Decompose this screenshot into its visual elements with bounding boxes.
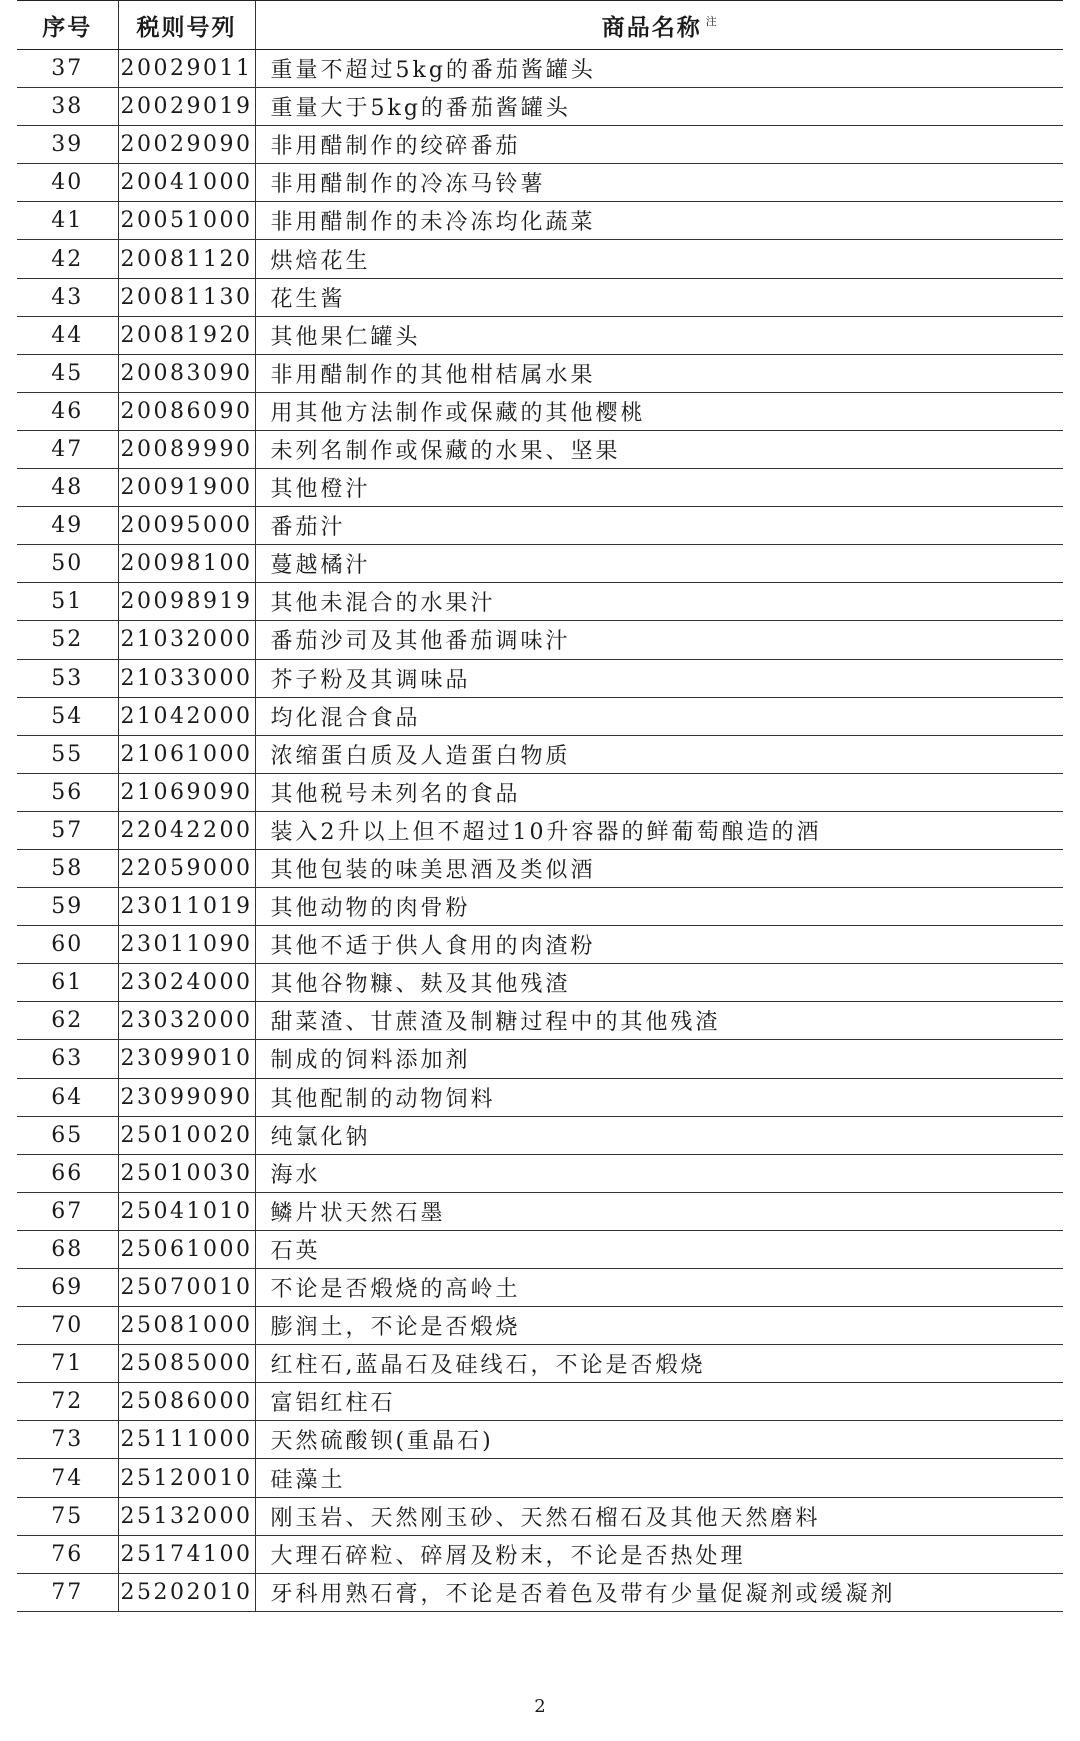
row-name-cell: 其他税号未列名的食品 (255, 773, 1063, 811)
row-name-cell: 其他谷物糠、麸及其他残渣 (255, 964, 1063, 1002)
row-code-cell: 22059000 (118, 849, 255, 887)
row-name-cell: 烘焙花生 (255, 240, 1063, 278)
row-code-cell: 20095000 (118, 507, 255, 545)
row-name-cell: 海水 (255, 1154, 1063, 1192)
row-name-cell: 红柱石,蓝晶石及硅线石，不论是否煅烧 (255, 1345, 1063, 1383)
row-seq-cell: 72 (17, 1383, 118, 1421)
table-row (17, 278, 1063, 316)
row-code-cell: 23024000 (118, 964, 255, 1002)
row-code-cell: 25120010 (118, 1459, 255, 1497)
row-seq-cell: 47 (17, 430, 118, 468)
row-seq-cell: 50 (17, 545, 118, 583)
row-seq-cell: 76 (17, 1535, 118, 1573)
row-name-cell: 大理石碎粒、碎屑及粉末，不论是否热处理 (255, 1535, 1063, 1573)
row-code-cell: 25174100 (118, 1535, 255, 1573)
row-seq-cell: 39 (17, 126, 118, 164)
table-row (17, 964, 1063, 1002)
row-code-cell: 20029011 (118, 50, 255, 88)
row-name-cell: 其他果仁罐头 (255, 316, 1063, 354)
row-name-cell: 天然硫酸钡(重晶石) (255, 1421, 1063, 1459)
row-code-cell: 23099090 (118, 1078, 255, 1116)
table-row (17, 430, 1063, 468)
row-code-cell: 20098100 (118, 545, 255, 583)
row-seq-cell: 65 (17, 1116, 118, 1154)
row-name-cell: 重量大于5kg的番茄酱罐头 (255, 88, 1063, 126)
table-row (17, 1307, 1063, 1345)
table-row (17, 849, 1063, 887)
row-seq-cell: 70 (17, 1307, 118, 1345)
row-code-cell: 21033000 (118, 659, 255, 697)
row-name-cell: 其他动物的肉骨粉 (255, 888, 1063, 926)
row-seq-cell: 62 (17, 1002, 118, 1040)
row-seq-cell: 55 (17, 735, 118, 773)
table-header (17, 1, 1063, 50)
table-row (17, 469, 1063, 507)
row-code-cell: 25111000 (118, 1421, 255, 1459)
row-seq-cell: 40 (17, 164, 118, 202)
row-seq-cell: 60 (17, 926, 118, 964)
table-row (17, 659, 1063, 697)
row-code-cell: 20083090 (118, 354, 255, 392)
row-seq-cell: 67 (17, 1192, 118, 1230)
table-row (17, 545, 1063, 583)
table-row (17, 1192, 1063, 1230)
table-row (17, 888, 1063, 926)
table-body (17, 50, 1063, 1612)
table-row (17, 1535, 1063, 1573)
row-seq-cell: 45 (17, 354, 118, 392)
row-code-cell: 20051000 (118, 202, 255, 240)
row-seq-cell: 58 (17, 849, 118, 887)
row-seq-cell: 46 (17, 392, 118, 430)
table-row (17, 354, 1063, 392)
row-code-cell: 25085000 (118, 1345, 255, 1383)
row-name-cell: 不论是否煅烧的高岭土 (255, 1269, 1063, 1307)
table-row (17, 1345, 1063, 1383)
header-name-label: 商品名称 (601, 14, 702, 41)
page-number: 2 (534, 1696, 546, 1717)
row-name-cell: 其他配制的动物饲料 (255, 1078, 1063, 1116)
row-code-cell: 21069090 (118, 773, 255, 811)
row-code-cell: 20029090 (118, 126, 255, 164)
row-name-cell: 非用醋制作的冷冻马铃薯 (255, 164, 1063, 202)
row-name-cell: 纯氯化钠 (255, 1116, 1063, 1154)
row-name-cell: 制成的饲料添加剂 (255, 1040, 1063, 1078)
table-row (17, 735, 1063, 773)
table-row (17, 240, 1063, 278)
row-name-cell: 均化混合食品 (255, 697, 1063, 735)
table-row (17, 926, 1063, 964)
row-name-cell: 富铝红柱石 (255, 1383, 1063, 1421)
row-code-cell: 20089990 (118, 430, 255, 468)
row-code-cell: 20098919 (118, 583, 255, 621)
table-row (17, 507, 1063, 545)
table-row (17, 1421, 1063, 1459)
table-row (17, 1002, 1063, 1040)
row-name-cell: 番茄沙司及其他番茄调味汁 (255, 621, 1063, 659)
row-name-cell: 膨润土，不论是否煅烧 (255, 1307, 1063, 1345)
table-row (17, 202, 1063, 240)
row-code-cell: 20091900 (118, 469, 255, 507)
row-name-cell: 鳞片状天然石墨 (255, 1192, 1063, 1230)
row-name-cell: 刚玉岩、天然刚玉砂、天然石榴石及其他天然磨料 (255, 1497, 1063, 1535)
row-name-cell: 未列名制作或保藏的水果、坚果 (255, 430, 1063, 468)
row-name-cell: 非用醋制作的其他柑桔属水果 (255, 354, 1063, 392)
row-seq-cell: 66 (17, 1154, 118, 1192)
row-code-cell: 20081920 (118, 316, 255, 354)
header-seq: 序号 (17, 1, 118, 50)
table-row (17, 811, 1063, 849)
row-name-cell: 非用醋制作的未冷冻均化蔬菜 (255, 202, 1063, 240)
row-name-cell: 牙科用熟石膏，不论是否着色及带有少量促凝剂或缓凝剂 (255, 1573, 1063, 1611)
table-row (17, 1078, 1063, 1116)
table-row (17, 621, 1063, 659)
table-row (17, 1040, 1063, 1078)
row-seq-cell: 63 (17, 1040, 118, 1078)
row-seq-cell: 59 (17, 888, 118, 926)
table-row (17, 1459, 1063, 1497)
row-name-cell: 其他未混合的水果汁 (255, 583, 1063, 621)
row-seq-cell: 73 (17, 1421, 118, 1459)
row-seq-cell: 71 (17, 1345, 118, 1383)
row-code-cell: 23032000 (118, 1002, 255, 1040)
table-row (17, 316, 1063, 354)
row-code-cell: 25081000 (118, 1307, 255, 1345)
row-code-cell: 25010030 (118, 1154, 255, 1192)
row-name-cell: 其他橙汁 (255, 469, 1063, 507)
table-row (17, 1269, 1063, 1307)
row-code-cell: 25041010 (118, 1192, 255, 1230)
row-seq-cell: 69 (17, 1269, 118, 1307)
table-row (17, 1383, 1063, 1421)
table-row (17, 583, 1063, 621)
header-code: 税则号列 (118, 1, 255, 50)
row-seq-cell: 48 (17, 469, 118, 507)
row-seq-cell: 56 (17, 773, 118, 811)
row-code-cell: 25010020 (118, 1116, 255, 1154)
row-code-cell: 25061000 (118, 1230, 255, 1268)
row-name-cell: 蔓越橘汁 (255, 545, 1063, 583)
row-seq-cell: 57 (17, 811, 118, 849)
row-code-cell: 20081120 (118, 240, 255, 278)
row-seq-cell: 61 (17, 964, 118, 1002)
row-seq-cell: 38 (17, 88, 118, 126)
table-row (17, 126, 1063, 164)
row-seq-cell: 64 (17, 1078, 118, 1116)
row-seq-cell: 54 (17, 697, 118, 735)
row-name-cell: 装入2升以上但不超过10升容器的鲜葡萄酿造的酒 (255, 811, 1063, 849)
row-name-cell: 石英 (255, 1230, 1063, 1268)
table-row (17, 1154, 1063, 1192)
row-name-cell: 重量不超过5kg的番茄酱罐头 (255, 50, 1063, 88)
table-row (17, 697, 1063, 735)
table-row (17, 164, 1063, 202)
row-name-cell: 用其他方法制作或保藏的其他樱桃 (255, 392, 1063, 430)
row-name-cell: 番茄汁 (255, 507, 1063, 545)
table-row (17, 1573, 1063, 1611)
header-name (255, 1, 1063, 50)
table-row (17, 88, 1063, 126)
row-name-cell: 非用醋制作的绞碎番茄 (255, 126, 1063, 164)
row-seq-cell: 37 (17, 50, 118, 88)
row-seq-cell: 44 (17, 316, 118, 354)
header-name-note: 注 (705, 14, 717, 28)
row-seq-cell: 77 (17, 1573, 118, 1611)
row-code-cell: 20081130 (118, 278, 255, 316)
row-code-cell: 23011090 (118, 926, 255, 964)
row-code-cell: 20086090 (118, 392, 255, 430)
row-name-cell: 芥子粉及其调味品 (255, 659, 1063, 697)
row-seq-cell: 42 (17, 240, 118, 278)
table-row (17, 1116, 1063, 1154)
table-row (17, 392, 1063, 430)
row-code-cell: 25086000 (118, 1383, 255, 1421)
row-seq-cell: 68 (17, 1230, 118, 1268)
row-code-cell: 25132000 (118, 1497, 255, 1535)
row-code-cell: 23099010 (118, 1040, 255, 1078)
row-seq-cell: 74 (17, 1459, 118, 1497)
row-code-cell: 23011019 (118, 888, 255, 926)
row-code-cell: 22042200 (118, 811, 255, 849)
row-name-cell: 其他不适于供人食用的肉渣粉 (255, 926, 1063, 964)
row-seq-cell: 41 (17, 202, 118, 240)
row-seq-cell: 43 (17, 278, 118, 316)
table-row (17, 50, 1063, 88)
row-name-cell: 花生酱 (255, 278, 1063, 316)
row-name-cell: 浓缩蛋白质及人造蛋白物质 (255, 735, 1063, 773)
table-row (17, 1230, 1063, 1268)
table-row (17, 773, 1063, 811)
row-name-cell: 其他包装的味美思酒及类似酒 (255, 849, 1063, 887)
row-seq-cell: 49 (17, 507, 118, 545)
table-row (17, 1497, 1063, 1535)
tariff-table (17, 0, 1063, 1612)
row-name-cell: 甜菜渣、甘蔗渣及制糖过程中的其他残渣 (255, 1002, 1063, 1040)
row-seq-cell: 52 (17, 621, 118, 659)
row-code-cell: 25070010 (118, 1269, 255, 1307)
row-seq-cell: 51 (17, 583, 118, 621)
row-code-cell: 21061000 (118, 735, 255, 773)
row-code-cell: 21042000 (118, 697, 255, 735)
row-code-cell: 20029019 (118, 88, 255, 126)
row-seq-cell: 75 (17, 1497, 118, 1535)
header-row (17, 1, 1063, 50)
row-seq-cell: 53 (17, 659, 118, 697)
row-code-cell: 21032000 (118, 621, 255, 659)
row-code-cell: 20041000 (118, 164, 255, 202)
row-name-cell: 硅藻土 (255, 1459, 1063, 1497)
row-code-cell: 25202010 (118, 1573, 255, 1611)
